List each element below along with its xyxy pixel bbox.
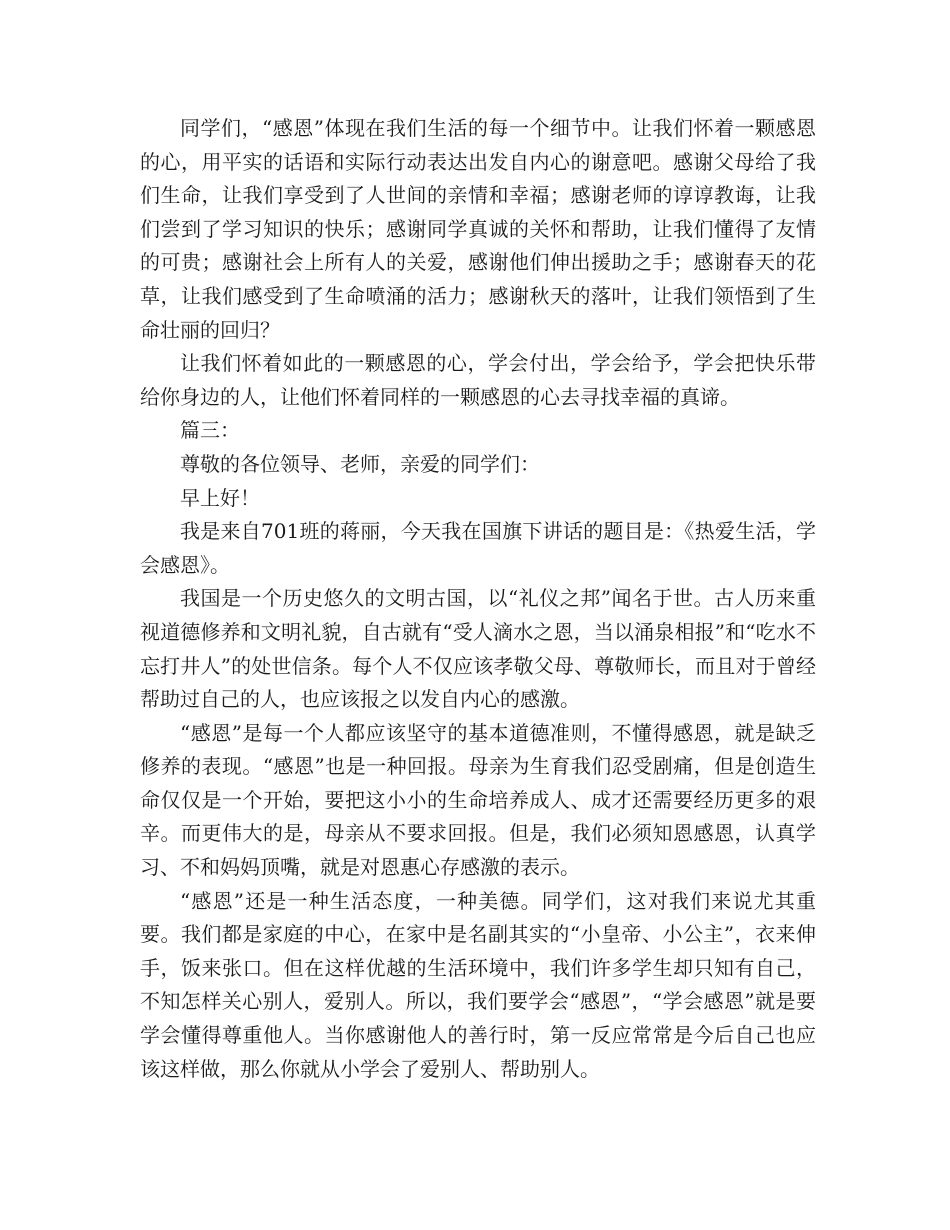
section-heading-part-three: 篇三： [180, 418, 240, 443]
paragraph-moral-principle: “感恩”是每一个人都应该坚守的基本道德准则，不懂得感恩，就是缺乏修养的表现。“感恩”也是一种回报。母亲为生育我们忍受剧痛，但是创造生命仅仅是一个开始，要把这小小的生命培养成人、成才还需要经历更多的艰辛。而更伟大的是，母亲从不要求回报。但是，我们必须知恩感恩，认真学习、不和妈妈顶嘴，就是对恩惠心存感激的表示。 [140, 720, 816, 880]
salutation: 尊敬的各位领导、老师，亲爱的同学们： [180, 451, 540, 476]
paragraph-life-attitude: “感恩”还是一种生活态度，一种美德。同学们，这对我们来说尤其重要。我们都是家庭的中心，在家中是名副其实的“小皇帝、小公主”，衣来伸手，饭来张口。但在这样优越的生活环境中，我们许多学生却只知有自己，不知怎样关心别人，爱别人。所以，我们要学会“感恩”，“学会感恩”就是要学会懂得尊重他人。当你感谢他人的善行时，第一反应常常是今后自己也应该这样做，那么你就从小学会了爱别人、帮助别人。 [140, 888, 816, 1081]
document-page [140, 112, 816, 1086]
greeting: 早上好！ [180, 485, 260, 510]
paragraph-ancient-civilization: 我国是一个历史悠久的文明古国，以“礼仪之邦”闻名于世。古人历来重视道德修养和文明礼貌，自古就有“受人滴水之恩，当以涌泉相报”和“吃水不忘打井人”的处世信条。每个人不仅应该孝敬父母、尊敬师长，而且对于曾经帮助过自己的人，也应该报之以发自内心的感激。 [140, 586, 816, 712]
paragraph-share-happiness: 让我们怀着如此的一颗感恩的心，学会付出，学会给予，学会把快乐带给你身边的人，让他们怀着同样的一颗感恩的心去寻找幸福的真谛。 [140, 351, 816, 409]
paragraph-speaker-intro: 我是来自701班的蒋丽，今天我在国旗下讲话的题目是：《热爱生活，学会感恩》。 [140, 519, 816, 577]
paragraph-gratitude-details: 同学们，“感恩”体现在我们生活的每一个细节中。让我们怀着一颗感恩的心，用平实的话语和实际行动表达出发自内心的谢意吧。感谢父母给了我们生命，让我们享受到了人世间的亲情和幸福；感谢老师的谆谆教诲，让我们尝到了学习知识的快乐；感谢同学真诚的关怀和帮助，让我们懂得了友情的可贵；感谢社会上所有人的关爱，感谢他们伸出援助之手；感谢春天的花草，让我们感受到了生命喷涌的活力；感谢秋天的落叶，让我们领悟到了生命壮丽的回归？ [140, 116, 816, 342]
